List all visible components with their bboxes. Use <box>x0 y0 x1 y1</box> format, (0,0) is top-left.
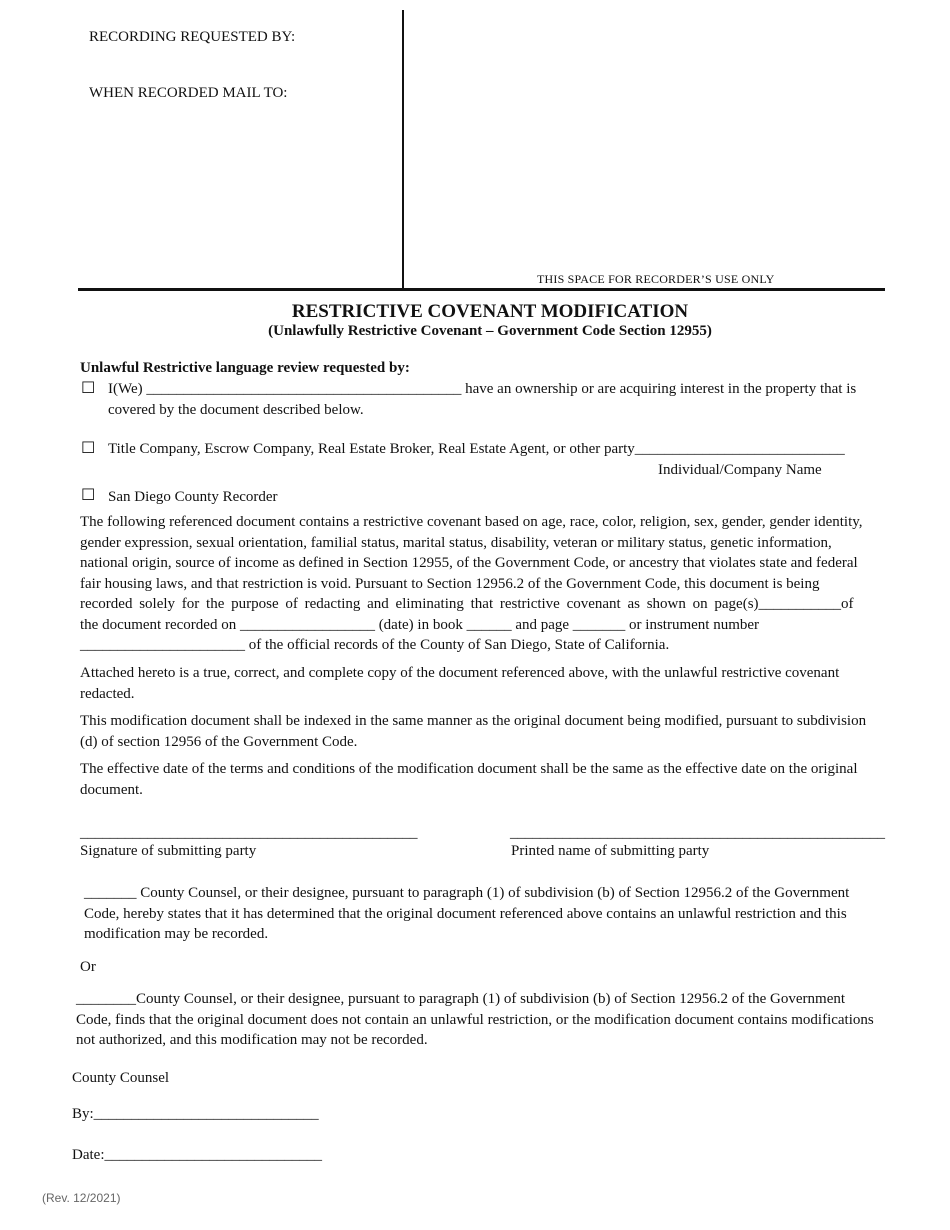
signature-line[interactable]: _____________________________________________ <box>80 825 418 841</box>
body-line: ______________________ of the official records of the County of San Diego, State of California. <box>80 637 670 653</box>
title-company-option: Title Company, Escrow Company, Real Estate Broker, Real Estate Agent, or other party____________________________ <box>108 441 845 457</box>
counsel-approval-paragraph <box>84 883 904 945</box>
date-field[interactable]: Date:_____________________________ <box>72 1147 322 1163</box>
attached-paragraph <box>80 663 900 704</box>
by-field[interactable]: By:______________________________ <box>72 1106 319 1122</box>
printed-name-line[interactable]: __________________________________________________ <box>510 825 885 841</box>
header-vertical-divider <box>402 10 404 290</box>
document-title: RESTRICTIVE COVENANT MODIFICATION <box>291 301 689 322</box>
printed-name-label: Printed name of submitting party <box>511 843 710 859</box>
review-heading: Unlawful Restrictive language review requested by: <box>80 360 410 376</box>
owner-option-line2: covered by the document described below. <box>108 402 364 418</box>
page-number-blank: ___________of <box>758 596 854 612</box>
effective-line: The effective date of the terms and conditions of the modification document shall be the same as the effective date on the original <box>80 761 858 777</box>
signature-label: Signature of submitting party <box>80 843 257 859</box>
document-subtitle: (Unlawfully Restrictive Covenant – Government Code Section 12955) <box>268 323 712 339</box>
indexed-line: This modification document shall be indexed in the same manner as the original document being modified, pursuant to subdivision <box>80 713 867 729</box>
revision-label: (Rev. 12/2021) <box>42 1191 121 1205</box>
title-company-checkbox[interactable]: ☐ <box>81 438 96 457</box>
indexed-line: (d) of section 12956 of the Government Code. <box>80 733 358 750</box>
body-paragraph <box>80 512 900 656</box>
recorder-use-label: THIS SPACE FOR RECORDER’S USE ONLY <box>537 272 775 286</box>
counsel-denial-line: not authorized, and this modification may not be recorded. <box>76 1032 428 1048</box>
counsel-approval-line: Code, hereby states that it has determined that the original document referenced above contains an unlawful restriction and this <box>84 905 847 922</box>
header-horizontal-divider <box>78 288 885 291</box>
county-counsel-label: County Counsel <box>72 1070 170 1086</box>
county-recorder-option: San Diego County Recorder <box>108 489 278 505</box>
counsel-denial-paragraph <box>76 989 906 1051</box>
indexed-paragraph <box>80 711 900 752</box>
or-label: Or <box>80 959 96 975</box>
owner-checkbox[interactable]: ☐ <box>81 378 96 397</box>
body-line: the document recorded on __________________ (date) in book ______ and page _______ or instrument number <box>80 616 760 633</box>
counsel-denial-line: Code, finds that the original document does not contain an unlawful restriction, or the modification document contains modifications <box>76 1011 874 1028</box>
recording-requested-by-label: RECORDING REQUESTED BY: <box>89 29 296 45</box>
county-recorder-checkbox[interactable]: ☐ <box>81 485 96 504</box>
when-recorded-mail-to-label: WHEN RECORDED MAIL TO: <box>89 85 288 101</box>
attached-line: Attached hereto is a true, correct, and complete copy of the document referenced above, with the unlawful restrictive covenant <box>80 665 840 681</box>
body-line <box>80 594 900 615</box>
owner-option-line1: I(We) __________________________________________ have an ownership or are acquiring interest in the property that is <box>108 381 857 397</box>
effective-line: document. <box>80 781 143 798</box>
body-line: national origin, source of income as defined in Section 12955, of the Government Code, or ancestry that violates state and federal <box>80 555 858 571</box>
body-line: fair housing laws, and that restriction is void. Pursuant to Section 12956.2 of the Government Code, this document is being <box>80 575 820 592</box>
effective-date-paragraph <box>80 759 900 800</box>
counsel-approval-line: _______ County Counsel, or their designee, pursuant to paragraph (1) of subdivision (b) of Section 12956.2 of the Government <box>84 885 850 901</box>
body-line: The following referenced document contains a restrictive covenant based on age, race, color, religion, sex, gender, gender identity, <box>80 514 863 530</box>
individual-company-name-caption: Individual/Company Name <box>658 462 822 478</box>
counsel-denial-line: ________County Counsel, or their designee, pursuant to paragraph (1) of subdivision (b) of Section 12956.2 of the Government <box>76 991 846 1007</box>
attached-line: redacted. <box>80 685 135 702</box>
body-line-page-text: recorded solely for the purpose of redacting and eliminating that restrictive covenant as shown on page(s) <box>80 596 759 612</box>
body-line: gender expression, sexual orientation, familial status, marital status, disability, veteran or military status, genetic information, <box>80 534 832 551</box>
counsel-approval-line: modification may be recorded. <box>84 926 269 942</box>
